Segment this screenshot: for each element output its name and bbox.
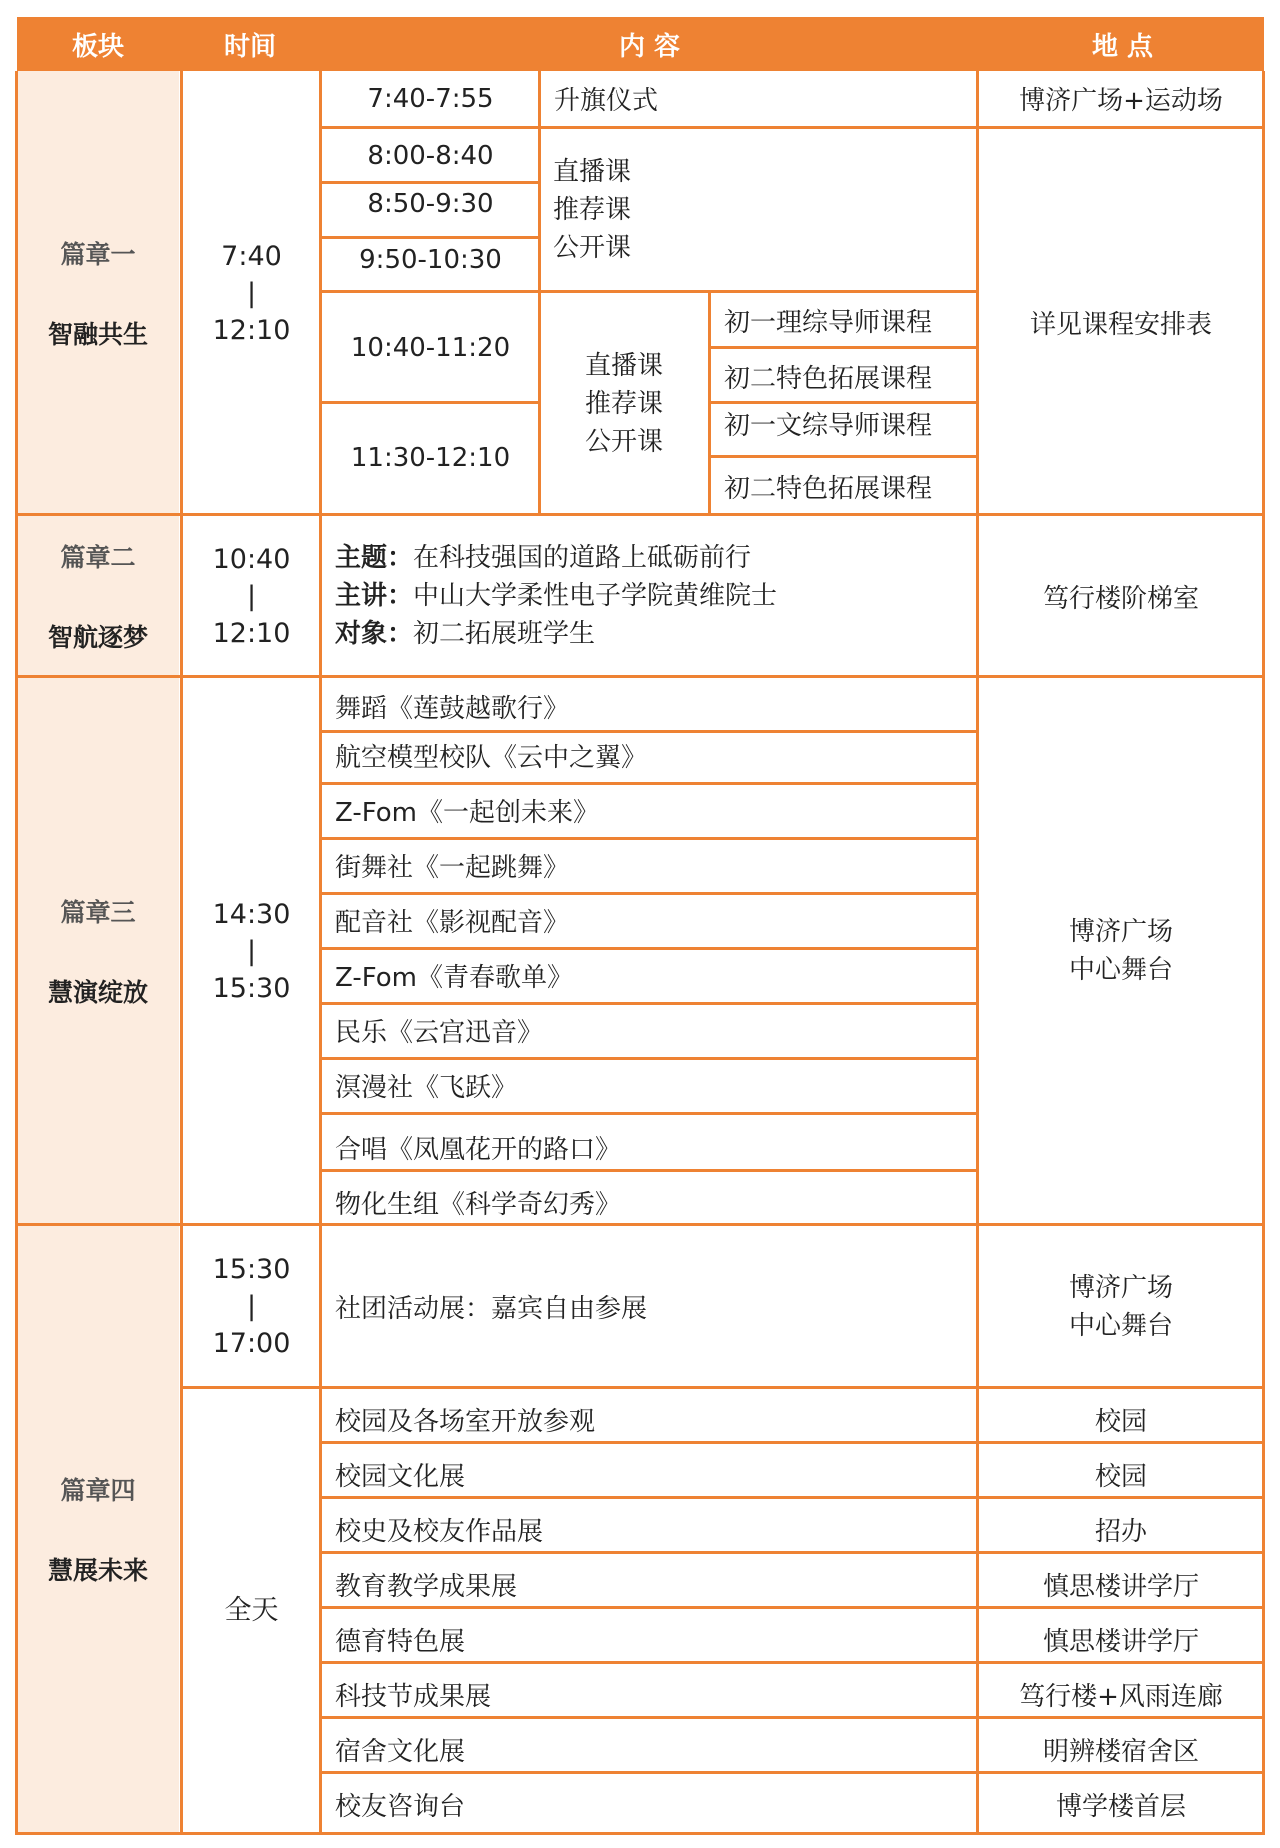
chapter-3-time: 14:30 | 15:30 (212, 898, 291, 1004)
ch3-program: 民乐《云宫迅音》 (335, 1017, 544, 1048)
header-location: 地 点 (1091, 31, 1154, 62)
ch2-theme: 在科技强国的道路上砥砺前行 (413, 543, 752, 573)
grid-line (319, 1551, 1265, 1554)
grid-line (319, 1057, 978, 1060)
grid-line (319, 782, 978, 785)
ch4-row-content: 校友咨询台 (335, 1791, 466, 1822)
ch1-slot-1-time: 7:40-7:55 (367, 83, 494, 114)
ch1-location: 详见课程安排表 (1029, 310, 1212, 340)
ch2-audience: 初二拓展班学生 (413, 619, 596, 649)
chapter-2-name: 篇章二 (60, 543, 136, 572)
grid-line (538, 71, 541, 515)
ch1-slot-2-time: 8:00-8:40 (367, 141, 494, 171)
grid-line (15, 675, 1265, 678)
grid-line (319, 1771, 1265, 1774)
grid-line (319, 401, 540, 404)
header-time: 时间 (223, 31, 276, 62)
ch1-slot-3-time: 8:50-9:30 (367, 189, 494, 219)
ch4-row-location: 明辨楼宿舍区 (1042, 1736, 1199, 1767)
ch4-row-content: 宿舍文化展 (335, 1736, 466, 1767)
ch2-theme-label: 主题： (335, 543, 414, 573)
ch4-row-location: 笃行楼+风雨连廊 (1019, 1681, 1223, 1712)
ch3-program: Z-Fom《一起创未来》 (335, 797, 599, 828)
ch4-row-content: 教育教学成果展 (335, 1571, 518, 1602)
chapter-1-time: 7:40 | 12:10 (212, 240, 291, 346)
grid-line (976, 71, 979, 1835)
chapter-1-title: 智融共生 (47, 320, 148, 349)
header-content: 内 容 (618, 31, 681, 62)
ch3-program: 溟漫社《飞跃》 (335, 1072, 518, 1103)
grid-line (708, 401, 978, 404)
grid-line (319, 730, 978, 733)
grid-line (319, 126, 1265, 129)
grid-line (319, 181, 540, 184)
grid-line (319, 1002, 978, 1005)
ch2-speaker: 中山大学柔性电子学院黄维院士 (413, 581, 778, 611)
grid-line (708, 346, 978, 349)
ch4-row-content: 校园文化展 (335, 1461, 466, 1492)
ch4-row-location: 慎思楼讲学厅 (1042, 1571, 1199, 1602)
grid-line (15, 513, 1265, 516)
ch1-slot-6-time: 11:30-12:10 (350, 443, 511, 473)
chapter-1-name: 篇章一 (60, 240, 136, 269)
ch4-club-location: 博济广场 中心舞台 (1068, 1272, 1173, 1341)
ch4-row-location: 博学楼首层 (1055, 1791, 1186, 1822)
grid-line (319, 1496, 1265, 1499)
ch1-slot-5-time: 10:40-11:20 (350, 333, 511, 363)
ch1-slot-1-location: 博济广场+运动场 (1019, 86, 1223, 116)
ch4-club-content: 社团活动展：嘉宾自由参展 (335, 1294, 648, 1324)
grid-line (180, 71, 183, 1835)
ch2-location: 笃行楼阶梯室 (1042, 583, 1199, 614)
ch3-program: Z-Fom《青春歌单》 (335, 962, 573, 993)
chapter-3-title: 慧演绽放 (47, 978, 148, 1007)
ch1-slot-1-content: 升旗仪式 (554, 86, 659, 116)
chapter-4-time-2: 全天 (224, 1594, 279, 1626)
ch4-row-location: 慎思楼讲学厅 (1042, 1626, 1199, 1657)
ch1-course-1: 初一理综导师课程 (724, 307, 933, 338)
chapter-4-cell (17, 1225, 179, 1832)
ch1-courses-b: 直播课 推荐课 公开课 (584, 351, 663, 457)
chapter-4-title: 慧展未来 (47, 1555, 148, 1585)
grid-line (319, 1112, 978, 1115)
ch1-course-4: 初二特色拓展课程 (724, 473, 933, 504)
chapter-4-name: 篇章四 (60, 1475, 136, 1505)
grid-line (15, 1832, 1265, 1835)
header-section: 板块 (71, 31, 124, 62)
chapter-3-name: 篇章三 (60, 898, 136, 927)
ch1-course-2: 初二特色拓展课程 (724, 363, 933, 394)
chapter-3-cell (17, 677, 179, 1225)
ch3-location: 博济广场 中心舞台 (1068, 917, 1173, 985)
grid-line (319, 236, 540, 239)
ch3-program: 配音社《影视配音》 (335, 907, 570, 938)
grid-line (319, 892, 978, 895)
ch4-row-location: 校园 (1094, 1461, 1147, 1492)
ch3-program: 舞蹈《莲鼓越歌行》 (335, 693, 570, 724)
grid-line (1262, 71, 1265, 1835)
ch4-row-content: 校史及校友作品展 (335, 1516, 544, 1547)
ch4-row-location: 校园 (1094, 1406, 1147, 1437)
grid-line (708, 455, 978, 458)
ch3-program: 物化生组《科学奇幻秀》 (335, 1189, 622, 1220)
ch2-audience-label: 对象： (335, 619, 414, 649)
ch3-program: 合唱《凤凰花开的路口》 (335, 1134, 622, 1165)
ch3-program: 街舞社《一起跳舞》 (335, 852, 570, 883)
chapter-2-cell (17, 515, 179, 677)
grid-line (180, 1386, 1265, 1389)
ch2-details (335, 515, 975, 677)
ch4-row-content: 德育特色展 (335, 1626, 466, 1657)
ch1-course-3: 初一文综导师课程 (724, 410, 933, 441)
grid-line (15, 1223, 1265, 1226)
ch1-slot-4-time: 9:50-10:30 (359, 245, 502, 275)
ch4-row-content: 科技节成果展 (335, 1681, 492, 1712)
grid-line (319, 1661, 1265, 1664)
ch3-program: 航空模型校队《云中之翼》 (335, 743, 648, 773)
grid-line (319, 947, 978, 950)
ch1-courses-a: 直播课 推荐课 公开课 (553, 157, 632, 263)
grid-line (319, 1606, 1265, 1609)
grid-line (319, 1169, 978, 1172)
grid-line (15, 71, 18, 1835)
grid-line (319, 837, 978, 840)
ch4-row-location: 招办 (1094, 1516, 1147, 1547)
ch4-row-content: 校园及各场室开放参观 (335, 1406, 596, 1437)
chapter-1-cell (17, 71, 179, 515)
chapter-4-time-1: 15:30 | 17:00 (212, 1254, 291, 1359)
chapter-2-title: 智航逐梦 (47, 623, 148, 652)
grid-line (319, 1441, 1265, 1444)
grid-line (319, 71, 322, 1835)
ch2-speaker-label: 主讲： (335, 581, 414, 611)
chapter-2-time: 10:40 | 12:10 (212, 543, 291, 649)
grid-line (319, 290, 978, 293)
grid-line (319, 1716, 1265, 1719)
